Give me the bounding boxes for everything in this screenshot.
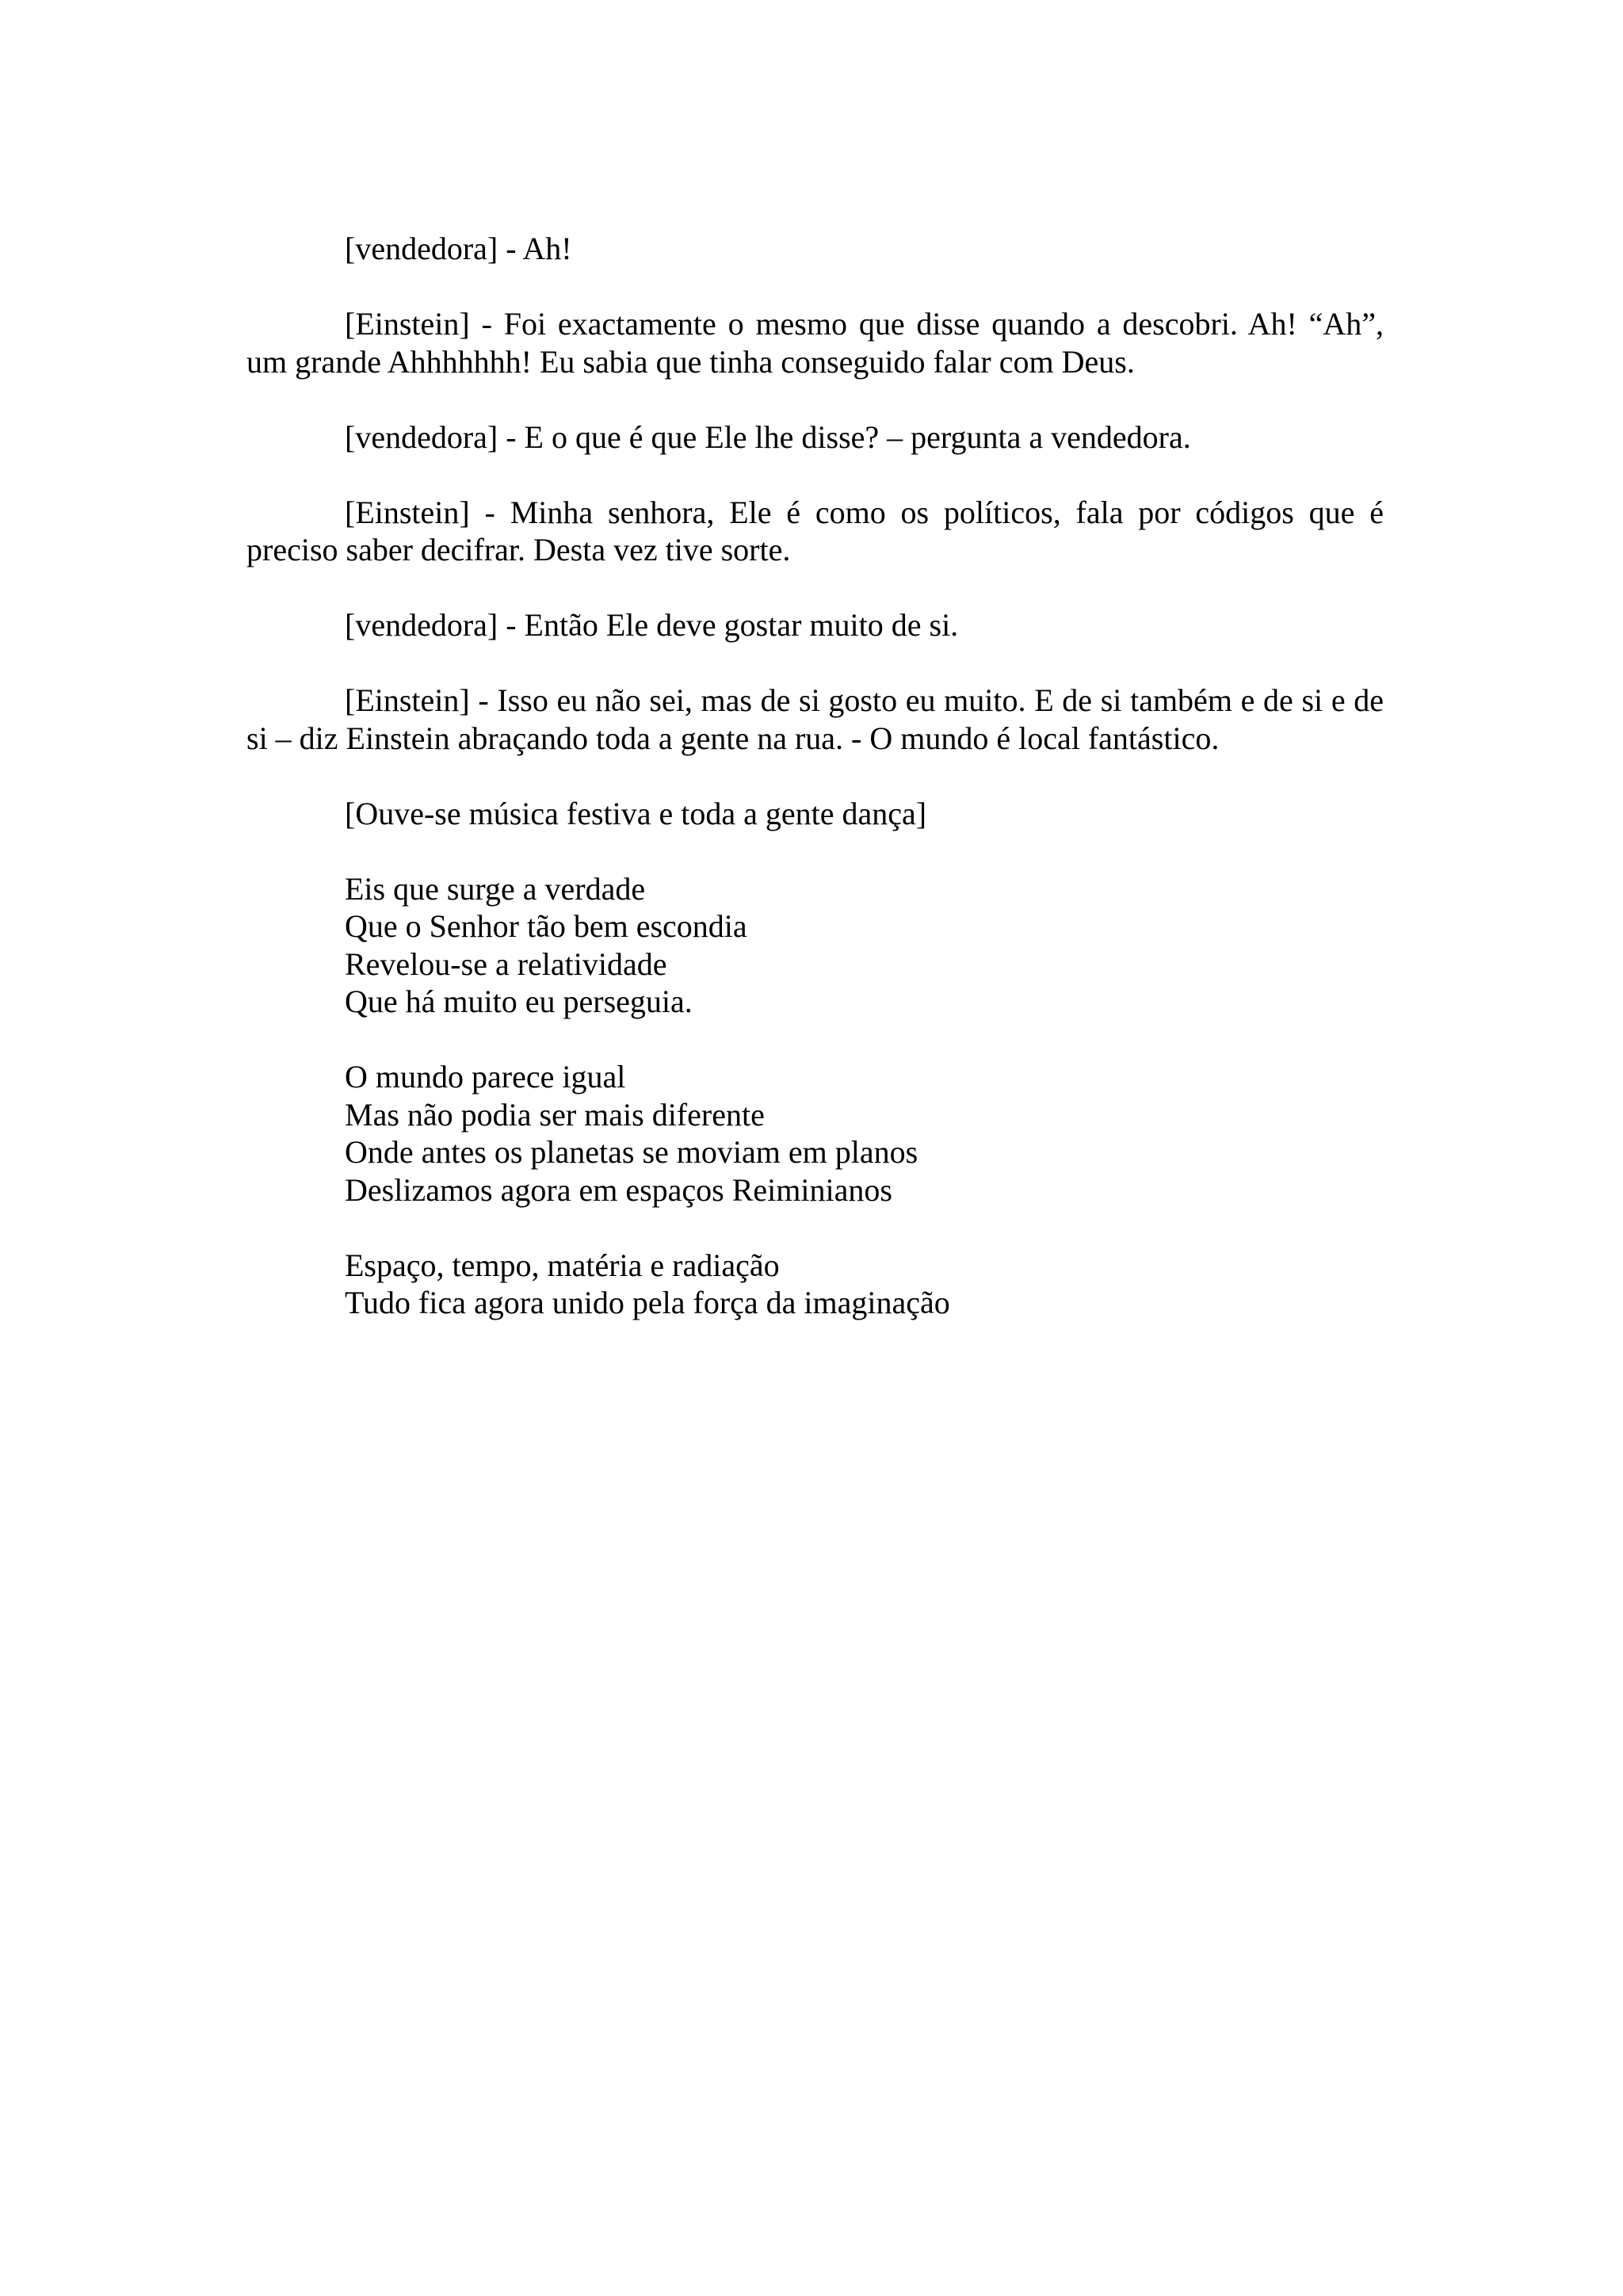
song-line: Eis que surge a verdade bbox=[345, 870, 646, 907]
dialogue-line-einstein: [Einstein] - Isso eu não sei, mas de si gosto eu muito. E de si também e de si e de si – diz Einstein abraçando toda a gente na rua. - O mundo é local fantástico. bbox=[246, 682, 1384, 756]
dialogue-line-einstein: [Einstein] - Foi exactamente o mesmo que disse quando a descobri. Ah! “Ah”, um grande Ahhhhhhh! Eu sabia que tinha conseguido falar com Deus. bbox=[246, 306, 1384, 380]
song-line: Que o Senhor tão bem escondia bbox=[345, 908, 747, 944]
song-stanza bbox=[246, 1247, 1384, 1322]
dialogue-line-einstein: [Einstein] - Minha senhora, Ele é como os políticos, fala por códigos que é preciso saber decifrar. Desta vez tive sorte. bbox=[246, 494, 1384, 567]
paragraph-gap bbox=[246, 268, 1384, 306]
paragraph-gap bbox=[246, 644, 1384, 682]
paragraph-gap bbox=[246, 380, 1384, 418]
paragraph-gap bbox=[246, 1209, 1384, 1247]
song-stanza bbox=[246, 1058, 1384, 1209]
stage-direction: [Ouve-se música festiva e toda a gente dança] bbox=[345, 795, 927, 831]
song-line: Onde antes os planetas se moviam em planos bbox=[345, 1134, 918, 1170]
paragraph-gap bbox=[246, 757, 1384, 795]
song-line: Revelou-se a relatividade bbox=[345, 946, 667, 982]
song-line: Que há muito eu perseguia. bbox=[345, 984, 693, 1019]
paragraph-gap bbox=[246, 1021, 1384, 1059]
song-stanza bbox=[246, 870, 1384, 1021]
dialogue-line-vendedora: [vendedora] - Ah! bbox=[345, 231, 572, 266]
song-line: Tudo fica agora unido pela força da imaginação bbox=[345, 1285, 950, 1320]
song-line: Espaço, tempo, matéria e radiação bbox=[345, 1247, 780, 1283]
song-line: O mundo parece igual bbox=[345, 1059, 626, 1095]
dialogue-line-vendedora: [vendedora] - Então Ele deve gostar muito de si. bbox=[345, 607, 959, 643]
dialogue-line-vendedora: [vendedora] - E o que é que Ele lhe disse? – pergunta a vendedora. bbox=[345, 418, 1191, 455]
document-page bbox=[246, 230, 1384, 1322]
paragraph-gap bbox=[246, 569, 1384, 607]
paragraph-gap bbox=[246, 832, 1384, 870]
song-line: Deslizamos agora em espaços Reiminianos bbox=[345, 1171, 892, 1208]
paragraph-gap bbox=[246, 456, 1384, 494]
song-line: Mas não podia ser mais diferente bbox=[345, 1096, 765, 1133]
